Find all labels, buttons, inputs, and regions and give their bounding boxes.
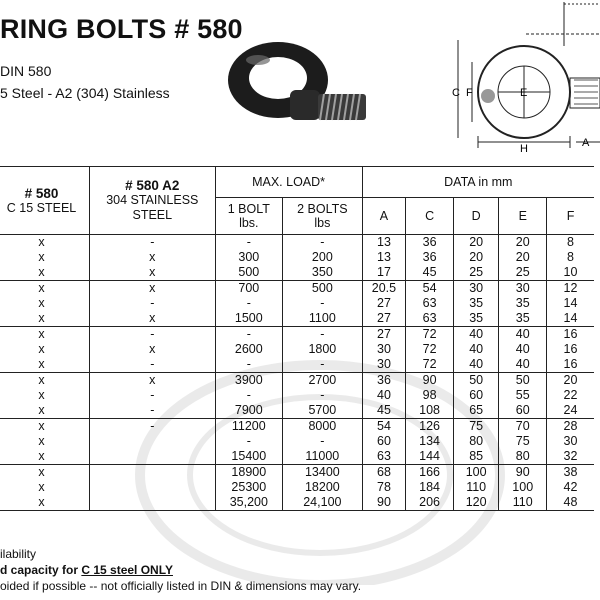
- cell-l1: 300: [215, 250, 283, 265]
- cell-d: 60: [453, 388, 499, 403]
- cell-a: 68: [362, 465, 406, 481]
- cell-l2: -: [283, 388, 363, 403]
- cell-d: 30: [453, 281, 499, 297]
- ring-bolt-photo: [220, 36, 380, 136]
- cell-e: 55: [499, 388, 547, 403]
- header-data: DATA in mm: [362, 167, 594, 198]
- cell-d: 20: [453, 235, 499, 251]
- cell-l1: -: [215, 388, 283, 403]
- cell-c: 166: [406, 465, 454, 481]
- cell-e: 60: [499, 403, 547, 419]
- header-c15-bottom: C 15 STEEL: [6, 200, 77, 215]
- cell-e: 90: [499, 465, 547, 481]
- cell-c: 90: [406, 373, 454, 389]
- cell-f: 24: [547, 403, 594, 419]
- cell-d: 110: [453, 480, 499, 495]
- header-a2-bottom-1: 304 STAINLESS: [106, 193, 199, 207]
- cell-d: 40: [453, 327, 499, 343]
- cell-a: 20.5: [362, 281, 406, 297]
- cell-c15: x: [0, 495, 90, 511]
- cell-f: 16: [547, 357, 594, 373]
- cell-d: 35: [453, 311, 499, 327]
- cell-a2: [90, 465, 215, 481]
- cell-d: 40: [453, 357, 499, 373]
- cell-f: 16: [547, 327, 594, 343]
- cell-f: 48: [547, 495, 594, 511]
- cell-a: 13: [362, 250, 406, 265]
- header-2-bolts-line2: lbs: [314, 216, 331, 230]
- cell-a2: x: [90, 250, 215, 265]
- header-1-bolt-line1: 1 BOLT: [227, 202, 270, 216]
- cell-a: 13: [362, 235, 406, 251]
- cell-l1: 25300: [215, 480, 283, 495]
- header-col-a: A: [362, 198, 406, 235]
- cell-l2: 350: [283, 265, 363, 281]
- cell-c: 36: [406, 235, 454, 251]
- dimension-diagram: [436, 0, 600, 160]
- cell-e: 30: [499, 281, 547, 297]
- cell-e: 20: [499, 235, 547, 251]
- label-h: H: [520, 143, 528, 155]
- material-label: 5 Steel - A2 (304) Stainless: [0, 85, 170, 101]
- cell-a: 27: [362, 296, 406, 311]
- cell-c15: x: [38, 265, 45, 279]
- cell-c15: x: [38, 388, 45, 402]
- cell-a: 90: [362, 495, 406, 511]
- cell-a2: -: [90, 327, 215, 343]
- cell-c15: x: [38, 480, 45, 494]
- cell-l1: -: [215, 235, 283, 251]
- cell-e: 25: [499, 265, 547, 281]
- spec-table-body: [0, 235, 594, 511]
- cell-c15: x: [38, 403, 45, 417]
- cell-a2: x: [90, 265, 215, 281]
- table-row: [0, 480, 594, 495]
- header-max-load: MAX. LOAD*: [215, 167, 362, 198]
- cell-l2: 2700: [283, 373, 363, 389]
- cell-f: 30: [547, 434, 594, 449]
- cell-f: 10: [547, 265, 594, 281]
- cell-c: 206: [406, 495, 454, 511]
- header-1-bolt: [215, 198, 283, 235]
- cell-c15: x: [0, 465, 90, 481]
- cell-d: 20: [453, 250, 499, 265]
- cell-a: 27: [362, 311, 406, 327]
- note-capacity-underlined: C 15 steel ONLY: [81, 563, 173, 577]
- cell-l1: 1500: [215, 311, 283, 327]
- spec-table: [0, 166, 594, 511]
- cell-c15: x: [38, 357, 45, 371]
- table-row: [0, 434, 594, 449]
- cell-l2: 500: [283, 281, 363, 297]
- table-row: [0, 495, 594, 511]
- cell-e: 100: [499, 480, 547, 495]
- cell-a2: [90, 449, 215, 465]
- cell-l2: 1800: [283, 342, 363, 357]
- cell-f: 12: [547, 281, 594, 297]
- cell-e: 80: [499, 449, 547, 465]
- cell-l2: 8000: [283, 419, 363, 435]
- standard-label: DIN 580: [0, 63, 52, 79]
- label-a: A: [582, 137, 590, 149]
- cell-a2: x: [90, 311, 215, 327]
- cell-a2: -: [90, 235, 215, 251]
- cell-a: 40: [362, 388, 406, 403]
- cell-a: 27: [362, 327, 406, 343]
- cell-l2: 5700: [283, 403, 363, 419]
- cell-l1: 7900: [215, 403, 283, 419]
- cell-f: 16: [547, 342, 594, 357]
- cell-l2: -: [283, 357, 363, 373]
- cell-c: 45: [406, 265, 454, 281]
- header-a2-top: # 580 A2: [125, 178, 180, 193]
- page-title: RING BOLTS # 580: [0, 14, 243, 44]
- cell-c: 126: [406, 419, 454, 435]
- table-row: [0, 327, 594, 343]
- cell-c15: x: [0, 373, 90, 389]
- cell-c15: x: [0, 281, 90, 297]
- cell-l1: 2600: [215, 342, 283, 357]
- cell-e: 75: [499, 434, 547, 449]
- cell-f: 8: [547, 235, 594, 251]
- table-row: [0, 388, 594, 403]
- note-capacity: [0, 562, 361, 578]
- cell-a: 17: [362, 265, 406, 281]
- cell-d: 35: [453, 296, 499, 311]
- cell-f: 20: [547, 373, 594, 389]
- cell-a: 54: [362, 419, 406, 435]
- cell-c15: x: [38, 296, 45, 310]
- header-col-c: C: [406, 198, 454, 235]
- header-col-f: F: [547, 198, 594, 235]
- cell-a: 45: [362, 403, 406, 419]
- cell-d: 50: [453, 373, 499, 389]
- cell-c: 72: [406, 327, 454, 343]
- cell-e: 50: [499, 373, 547, 389]
- cell-a: 60: [362, 434, 406, 449]
- cell-a2: -: [90, 388, 215, 403]
- cell-d: 25: [453, 265, 499, 281]
- table-row: [0, 265, 594, 281]
- cell-d: 120: [453, 495, 499, 511]
- cell-l1: 11200: [215, 419, 283, 435]
- cell-c15: x: [0, 235, 90, 251]
- cell-c: 72: [406, 342, 454, 357]
- cell-a: 78: [362, 480, 406, 495]
- cell-d: 85: [453, 449, 499, 465]
- cell-f: 14: [547, 311, 594, 327]
- cell-a2: -: [90, 419, 215, 435]
- cell-c15: x: [38, 311, 45, 325]
- cell-l2: 24,100: [283, 495, 363, 511]
- cell-e: 20: [499, 250, 547, 265]
- cell-c15: x: [38, 434, 45, 448]
- table-row: [0, 311, 594, 327]
- cell-d: 40: [453, 342, 499, 357]
- cell-e: 40: [499, 357, 547, 373]
- cell-c15: x: [38, 250, 45, 264]
- cell-a2: -: [90, 357, 215, 373]
- cell-l1: -: [215, 327, 283, 343]
- cell-a: 36: [362, 373, 406, 389]
- cell-e: 35: [499, 311, 547, 327]
- cell-c: 108: [406, 403, 454, 419]
- cell-l1: 18900: [215, 465, 283, 481]
- table-row: [0, 281, 594, 297]
- cell-l2: -: [283, 296, 363, 311]
- cell-c: 54: [406, 281, 454, 297]
- cell-f: 42: [547, 480, 594, 495]
- header-2-bolts-line1: 2 BOLTS: [297, 202, 348, 216]
- header-col-e: E: [499, 198, 547, 235]
- cell-a2: x: [90, 281, 215, 297]
- cell-a2: x: [90, 373, 215, 389]
- cell-l2: -: [283, 434, 363, 449]
- table-row: [0, 465, 594, 481]
- cell-c: 184: [406, 480, 454, 495]
- cell-a: 30: [362, 342, 406, 357]
- cell-f: 14: [547, 296, 594, 311]
- cell-c: 63: [406, 296, 454, 311]
- note-capacity-text: d capacity for: [0, 563, 82, 577]
- cell-d: 65: [453, 403, 499, 419]
- header-a2: [90, 167, 215, 235]
- table-row: [0, 357, 594, 373]
- cell-f: 28: [547, 419, 594, 435]
- cell-a2: -: [90, 403, 215, 419]
- cell-c: 98: [406, 388, 454, 403]
- cell-f: 38: [547, 465, 594, 481]
- cell-l2: 200: [283, 250, 363, 265]
- header-c15-top: # 580: [24, 185, 59, 201]
- cell-d: 75: [453, 419, 499, 435]
- cell-c15: x: [38, 449, 45, 463]
- note-avoid: oided if possible -- not officially listed in DIN & dimensions may vary.: [0, 579, 362, 593]
- cell-f: 32: [547, 449, 594, 465]
- cell-l2: 13400: [283, 465, 363, 481]
- cell-l1: 35,200: [215, 495, 283, 511]
- cell-a: 63: [362, 449, 406, 465]
- table-row: [0, 235, 594, 251]
- label-f: F: [466, 87, 473, 99]
- header-2-bolts: [283, 198, 363, 235]
- cell-f: 8: [547, 250, 594, 265]
- cell-f: 22: [547, 388, 594, 403]
- cell-c15: x: [38, 342, 45, 356]
- cell-l1: 700: [215, 281, 283, 297]
- table-row: [0, 373, 594, 389]
- cell-l2: -: [283, 235, 363, 251]
- header-c15: [0, 167, 90, 235]
- cell-d: 100: [453, 465, 499, 481]
- cell-l1: 3900: [215, 373, 283, 389]
- cell-l1: -: [215, 296, 283, 311]
- cell-a2: [90, 434, 215, 449]
- cell-l2: -: [283, 327, 363, 343]
- cell-c: 134: [406, 434, 454, 449]
- cell-e: 70: [499, 419, 547, 435]
- cell-e: 35: [499, 296, 547, 311]
- header-col-d: D: [453, 198, 499, 235]
- cell-l1: -: [215, 434, 283, 449]
- label-e: E: [520, 87, 528, 99]
- cell-c: 144: [406, 449, 454, 465]
- footnotes: [0, 546, 361, 594]
- cell-c15: x: [0, 419, 90, 435]
- table-row: [0, 296, 594, 311]
- cell-d: 80: [453, 434, 499, 449]
- cell-l2: 11000: [283, 449, 363, 465]
- label-c: C: [452, 87, 460, 99]
- cell-c: 72: [406, 357, 454, 373]
- cell-e: 40: [499, 342, 547, 357]
- cell-l1: 15400: [215, 449, 283, 465]
- table-row: [0, 250, 594, 265]
- header-1-bolt-line2: lbs.: [239, 216, 259, 230]
- cell-a2: [90, 495, 215, 511]
- cell-l2: 18200: [283, 480, 363, 495]
- table-row: [0, 419, 594, 435]
- table-row: [0, 342, 594, 357]
- cell-a2: -: [90, 296, 215, 311]
- table-row: [0, 449, 594, 465]
- cell-a2: [90, 480, 215, 495]
- cell-l2: 1100: [283, 311, 363, 327]
- cell-e: 110: [499, 495, 547, 511]
- cell-a: 30: [362, 357, 406, 373]
- cell-a2: x: [90, 342, 215, 357]
- cell-e: 40: [499, 327, 547, 343]
- cell-l1: -: [215, 357, 283, 373]
- note-availability: ilability: [0, 547, 37, 561]
- cell-c15: x: [0, 327, 90, 343]
- table-row: [0, 403, 594, 419]
- cell-l1: 500: [215, 265, 283, 281]
- cell-c: 36: [406, 250, 454, 265]
- cell-c: 63: [406, 311, 454, 327]
- header-a2-bottom-2: STEEL: [132, 208, 173, 222]
